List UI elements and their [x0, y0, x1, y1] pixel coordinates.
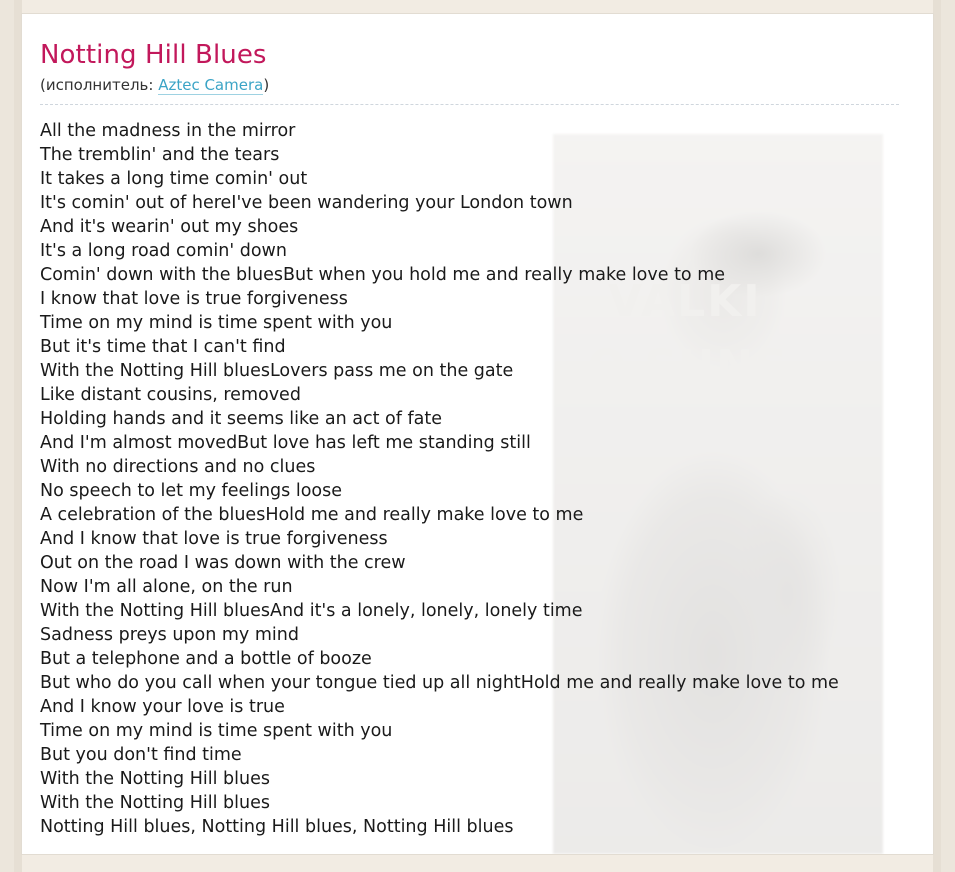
lyric-line: No speech to let my feelings loose	[40, 481, 343, 501]
lyric-line: It's a long road comin' down	[40, 241, 287, 261]
performer-line	[40, 76, 899, 105]
lyric-line: And it's wearin' out my shoes	[40, 217, 299, 237]
lyric-line: With the Notting Hill blues	[40, 769, 270, 789]
lyric-line: I know that love is true forgiveness	[40, 289, 348, 309]
lyric-line: Now I'm all alone, on the run	[40, 577, 293, 597]
watermark-line-1: VALKI	[608, 276, 762, 327]
lyric-line: And I'm almost movedBut love has left me standing still	[40, 433, 531, 453]
lyric-line: It's comin' out of hereI've been wandering your London town	[40, 193, 573, 213]
lyric-line: Holding hands and it seems like an act of fate	[40, 409, 442, 429]
lyrics-content	[22, 14, 933, 839]
lyric-line: With no directions and no clues	[40, 457, 316, 477]
performer-suffix-label: )	[263, 76, 270, 94]
lyric-line: A celebration of the bluesHold me and really make love to me	[40, 505, 584, 525]
lyric-line: The tremblin' and the tears	[40, 145, 280, 165]
lyric-line: Out on the road I was down with the crew	[40, 553, 406, 573]
lyric-line: But who do you call when your tongue tied up all nightHold me and really make love to me	[40, 673, 839, 693]
page-title: Notting Hill Blues	[40, 40, 267, 70]
lyric-line: And I know your love is true	[40, 697, 285, 717]
lyric-line: It takes a long time comin' out	[40, 169, 308, 189]
watermark-line-2: O SUNS	[588, 341, 789, 392]
lyric-line: With the Notting Hill bluesLovers pass me on the gate	[40, 361, 514, 381]
lyric-line: But a telephone and a bottle of booze	[40, 649, 372, 669]
performer-prefix-label: (исполнитель:	[40, 76, 159, 94]
lyric-line: And I know that love is true forgiveness	[40, 529, 388, 549]
lyric-line: But it's time that I can't find	[40, 337, 286, 357]
lyric-line: With the Notting Hill blues	[40, 793, 270, 813]
lyrics-body	[40, 119, 903, 839]
lyric-line: Time on my mind is time spent with you	[40, 721, 393, 741]
performer-link[interactable]: Aztec Camera	[158, 76, 264, 94]
lyric-line: Comin' down with the bluesBut when you hold me and really make love to me	[40, 265, 726, 285]
lyric-line: Notting Hill blues, Notting Hill blues, Notting Hill blues	[40, 817, 514, 837]
lyric-line: Sadness preys upon my mind	[40, 625, 299, 645]
lyric-line: Time on my mind is time spent with you	[40, 313, 393, 333]
lyric-line: Like distant cousins, removed	[40, 385, 301, 405]
lyric-line: But you don't find time	[40, 745, 242, 765]
lyric-line: With the Notting Hill bluesAnd it's a lonely, lonely, lonely time	[40, 601, 583, 621]
lyric-line: All the madness in the mirror	[40, 121, 296, 141]
lyrics-paper-sheet	[22, 14, 933, 854]
